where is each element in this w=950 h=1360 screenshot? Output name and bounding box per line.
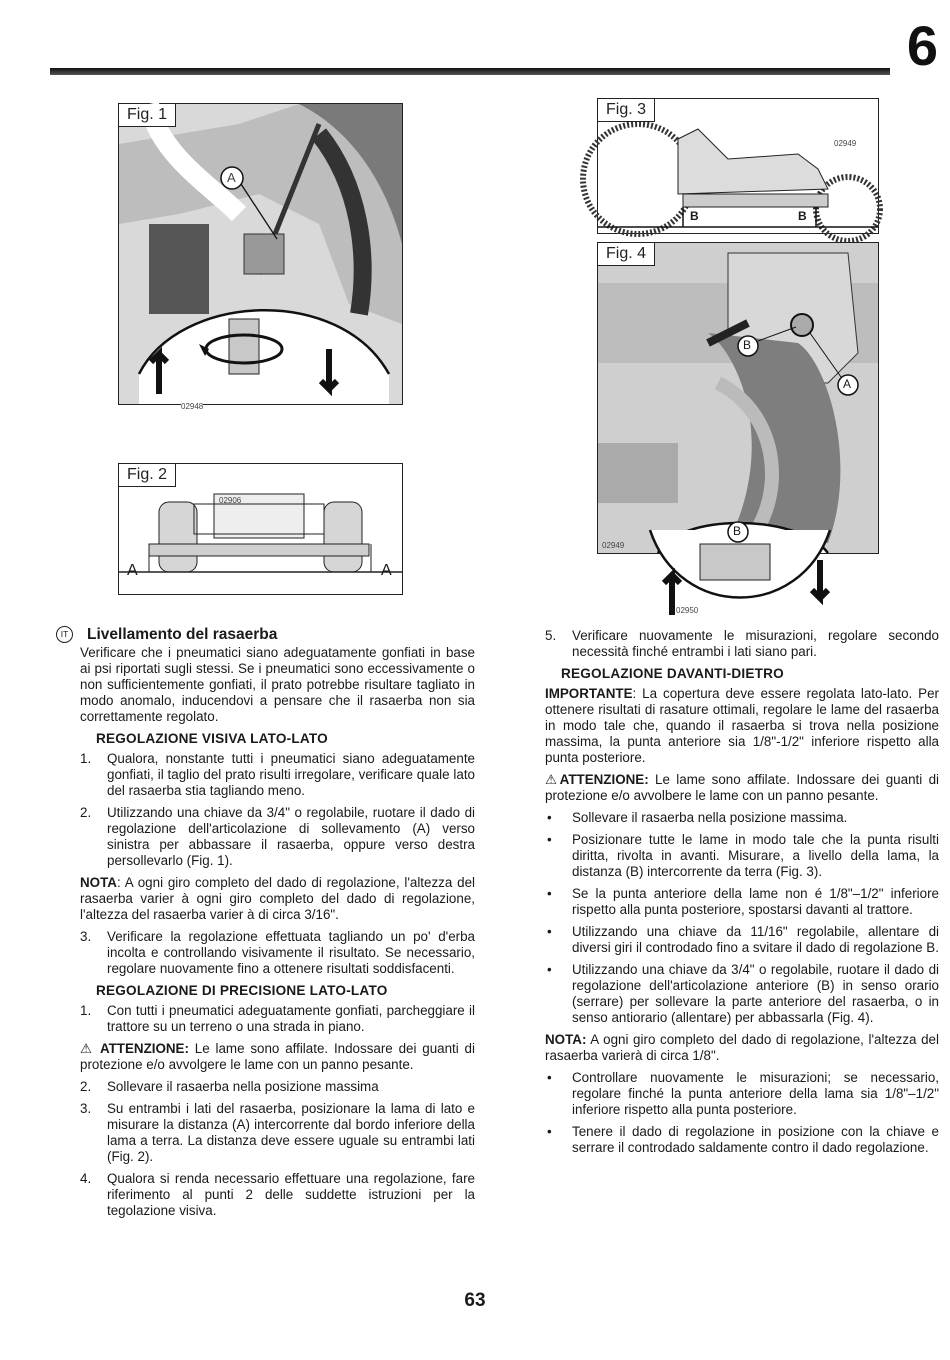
figure-4-callout-a: A — [843, 377, 852, 391]
figure-4-label: Fig. 4 — [598, 243, 655, 266]
list-item: 3. Verificare la regolazione effettuata tagliando un po' d'erba incolta e controllando visivamente il risultato. Se necessario, regolare nuovamente fino a ottenere risultati soddisfacenti. — [80, 929, 475, 976]
figure-3-callout-right: B — [798, 209, 807, 223]
bullet-item: • Posizionare tutte le lame in modo tale che la punta risulti diritta, rivolta in avanti. Misurare, a livello della lama, la distanza (B) intercorrente da terra (Fig. 3). — [547, 832, 939, 879]
figure-4-code: 02949 — [602, 541, 625, 550]
figure-2-callout-left: A — [127, 562, 138, 579]
figure-3-label: Fig. 3 — [598, 99, 655, 122]
bullet-item: • Tenere il dado di regolazione in posizione con la chiave e serrare il controdado saldamente contro il dado regolazione. — [547, 1124, 939, 1155]
note-paragraph: NOTA: A ogni giro completo del dado di regolazione, l'altezza del rasaerba varier à ogni giro completo del dado di regolazione, l'altezza del rasaerba varier à di circa 3/16". — [80, 875, 475, 922]
front-rear-adjust-heading: REGOLAZIONE DAVANTI-DIETRO — [561, 666, 784, 681]
language-badge: IT — [56, 626, 73, 643]
warning-paragraph: ⚠ATTENZIONE: Le lame sono affilate. Indossare dei guanti di protezione e/o avvolbere le lame con un panno pesante. — [545, 772, 940, 803]
bullet-item: • Sollevare il rasaerba nella posizione massima. — [547, 810, 848, 825]
figure-4 — [597, 242, 879, 554]
list-item: 3. Su entrambi i lati del rasaerba, posizionare la lama di lato e misurare la distanza (A) intercorrente dal bordo inferiore della lama a terra. La distanza deve essere uguale su entrambi lati (Fig. 2). — [80, 1101, 475, 1164]
figure-2-code: 02906 — [219, 496, 242, 505]
figure-4-code-2: 02950 — [676, 606, 699, 615]
list-item: 5. Verificare nuovamente le misurazioni, regolare secondo necessità finché entrambi i lati siano pari. — [545, 628, 939, 659]
warning-paragraph: ⚠ ATTENZIONE: Le lame sono affilate. Indossare dei guanti di protezione e/o avvolgere le lame con un panno pesante. — [80, 1041, 475, 1072]
bullet-item: • Utilizzando una chiave da 11/16" regolabile, allentare di diversi giri il controdado fino a svitare il dado di regolazione B. — [547, 924, 939, 955]
figure-3 — [597, 98, 879, 234]
figure-4-callout-b: B — [743, 338, 752, 352]
precision-adjust-heading: REGOLAZIONE DI PRECISIONE LATO-LATO — [96, 983, 388, 998]
figure-1-label: Fig. 1 — [119, 104, 176, 127]
bullet-item: • Utilizzando una chiave da 3/4" o regolabile, ruotare il dado di regolazione dell'articolazione anteriore (B) in senso orario (serrare) per sollevare la parte anteriore del rasaerba, o in senso antiorario (allentare) per abbassarla (Fig. 4). — [547, 962, 939, 1025]
visual-adjust-heading: REGOLAZIONE VISIVA LATO-LATO — [96, 731, 328, 746]
left-column — [60, 625, 475, 1225]
figure-2 — [118, 463, 403, 595]
list-item: 1. Qualora, nonstante tutti i pneumatici siano adeguatamente gonfiati, il taglio del prato risulti irregolare, verificare quale lato del rasaerba stia tagliando meno. — [80, 751, 475, 798]
figure-1-code: 02948 — [181, 402, 204, 411]
chapter-number: 6 — [906, 14, 938, 77]
page-number: 63 — [464, 1290, 486, 1311]
list-item: 2. Sollevare il rasaerba nella posizione massima — [80, 1079, 379, 1094]
section-title — [56, 626, 475, 643]
bullet-item: • Controllare nuovamente le misurazioni; se necessario, regolare finché la punta anteriore della lama sia 1/8"–1/2" inferiore rispetto alla punta posteriore. — [547, 1070, 939, 1117]
figure-2-label: Fig. 2 — [119, 464, 176, 487]
right-column — [545, 628, 939, 1162]
warning-icon: ⚠ — [545, 772, 560, 787]
bullet-item: • Se la punta anteriore della lame non é 1/8"–1/2" inferiore rispetto alla punta posteriore, spostarsi davanti al trattore. — [547, 886, 939, 917]
list-item: 2. Utilizzando una chiave da 3/4" o regolabile, ruotare il dado di regolazione dell'articolazione di sollevamento (A) verso sinistra per abbassare il rasaerba, oppure verso destra persollevarlo (Fig. 1). — [80, 805, 475, 868]
figure-3-code: 02949 — [834, 139, 857, 148]
important-paragraph: IMPORTANTE: La copertura deve essere regolata lato-lato. Per ottenere risultati di rasature ottimali, regolare le lame del rasaerba in modo tale che, quando il rasaerba si trova nella posizione massima, la punta anteriore sia 1/8"-1/2" inferiore rispetto alla punta posteriore. — [545, 686, 939, 765]
intro-paragraph: Verificare che i pneumatici siano adeguatamente gonfiati in base ai psi riportati sugli stessi. Se i pneumatici sono eccessivamente o non sufficientemente gonfiati, il prato potrebbe risultare tagliato in modo anomalo, inducendovi a pensare che il rasaerba non sia correttamente regolato. — [80, 645, 475, 724]
figure-1-callout: A — [227, 170, 236, 185]
warning-icon: ⚠ — [80, 1041, 95, 1056]
figure-4-illustration — [598, 243, 878, 553]
list-item: 1. Con tutti i pneumatici adeguatamente gonfiati, parcheggiare il trattore su un terreno o una strada in piano. — [80, 1003, 475, 1034]
note-paragraph: NOTA: A ogni giro completo del dado di regolazione, l'altezza del rasaerba varierà di circa 1/8". — [545, 1032, 939, 1063]
section-heading: Livellamento del rasaerba — [87, 625, 278, 643]
list-item: 4. Qualora si renda necessario effettuare una regolazione, fare riferimento al punti 2 delle suddette istruzioni per la tegolazione visiva. — [80, 1171, 475, 1218]
figure-2-callout-right: A — [381, 562, 392, 579]
header-rule — [50, 68, 890, 75]
figure-3-callout-left: B — [690, 209, 699, 223]
figure-1 — [118, 103, 403, 411]
figure-1-illustration — [119, 104, 402, 404]
figure-4-callout-b2: B — [733, 524, 742, 538]
